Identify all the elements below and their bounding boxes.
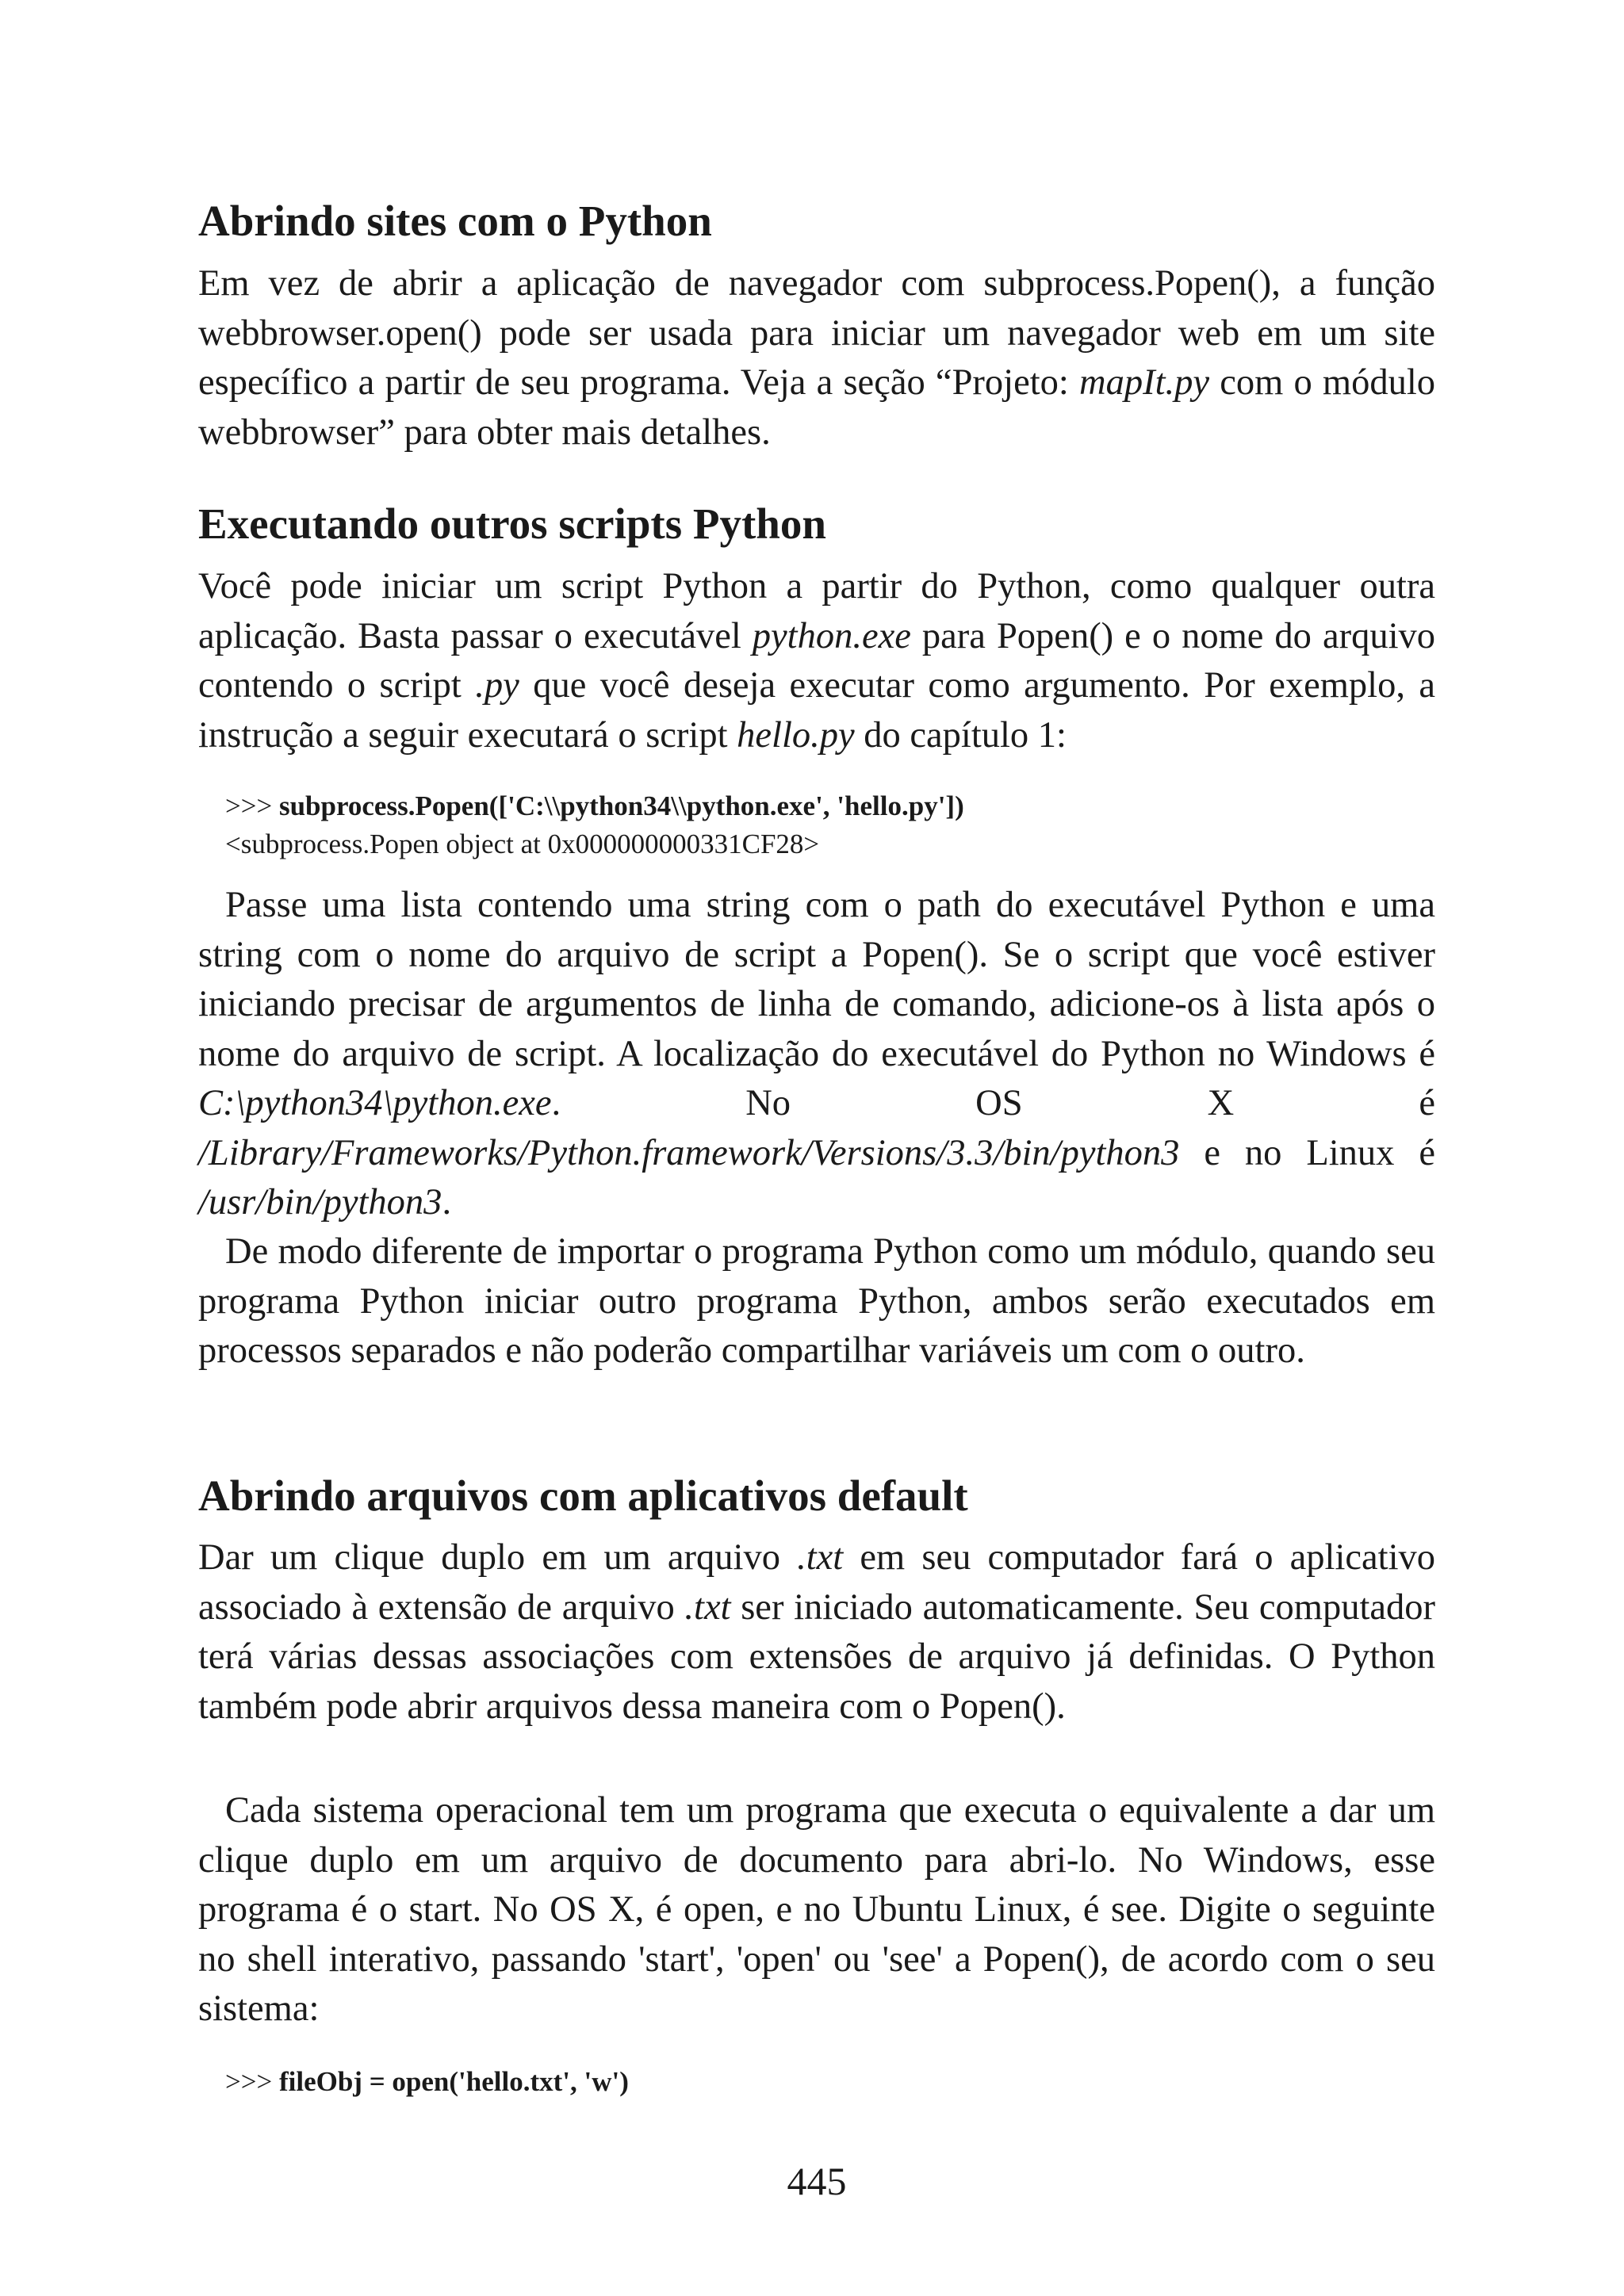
text-run: ser iniciado automaticamente. Seu computador terá várias dessas associações com extensões de arquivo já definidas. O Python também pode abrir arquivos dessa maneira com o Popen(). <box>198 1586 1435 1727</box>
text-run: . <box>442 1182 452 1223</box>
italic-filename: mapIt.py <box>1079 362 1210 403</box>
italic-extension: .txt <box>797 1537 844 1578</box>
section-heading-abrindo-arquivos: Abrindo arquivos com aplicativos default <box>198 1471 968 1520</box>
italic-filename: python.exe <box>752 615 911 656</box>
code-block-open-file <box>225 2063 629 2101</box>
text-run: que você deseja executar como argumento. Por exemplo, a instrução a seguir executará o script <box>198 665 1435 756</box>
italic-path: /usr/bin/python3 <box>198 1182 442 1223</box>
text-run: com o módulo webbrowser” para obter mais detalhes. <box>198 362 1435 453</box>
paragraph-abrindo-sites <box>198 259 1435 457</box>
text-run: Em vez de abrir a aplicação de navegador com subprocess.Popen(), a função webbrowser.open() pode ser usada para iniciar um navegador web em um site específico a partir de seu programa. Veja a seção “Projeto: <box>198 263 1435 403</box>
page-number: 445 <box>787 2159 847 2203</box>
code-prompt: >>> <box>225 790 279 821</box>
paragraph-clique-duplo <box>198 1533 1435 1732</box>
code-prompt: >>> <box>225 2066 279 2097</box>
text-run: Dar um clique duplo em um arquivo <box>198 1537 798 1578</box>
text-run: do capítulo 1: <box>854 714 1067 756</box>
italic-path: C:\python34\python.exe <box>198 1083 552 1123</box>
code-output: <subprocess.Popen object at 0x000000000331CF28> <box>225 828 820 859</box>
section-heading-executando-scripts: Executando outros scripts Python <box>198 499 826 548</box>
code-command: subprocess.Popen(['C:\\python34\\python.exe', 'hello.py']) <box>278 790 964 821</box>
text-run: e no Linux é <box>1179 1132 1435 1173</box>
paragraph-cada-sistema: Cada sistema operacional tem um programa que executa o equivalente a dar um clique duplo em um arquivo de documento para abri-lo. No Windows, esse programa é o start. No OS X, é open, e no Ubuntu Linux, é see. Digite o seguinte no shell interativo, passando 'start', 'open' ou 'see' a Popen(), de acordo com o seu sistema: <box>198 1790 1435 2029</box>
paragraph-executando-intro <box>198 562 1435 760</box>
italic-extension: .txt <box>684 1586 731 1628</box>
code-command: fileObj = open('hello.txt', 'w') <box>278 2066 629 2097</box>
italic-path: /Library/Frameworks/Python.framework/Versions/3.3/bin/python3 <box>198 1132 1180 1173</box>
text-run: em seu computador fará o aplicativo associado à extensão de arquivo <box>198 1537 1435 1628</box>
italic-filename: .py <box>475 665 519 706</box>
text-run: Você pode iniciar um script Python a partir do Python, como qualquer outra aplicação. Basta passar o executável <box>198 566 1435 656</box>
text-run: Passe uma lista contendo uma string com o path do executável Python e uma string com o nome do arquivo de script a Popen(). Se o script que você estiver iniciando precisar de argumentos de linha de comando, adicione-os à lista após o nome do arquivo de script. A localização do executável do Python no Windows é <box>198 885 1435 1074</box>
italic-filename: hello.py <box>737 714 855 756</box>
code-block-popen <box>225 787 964 863</box>
paragraph-passe-lista <box>198 881 1435 1228</box>
section-heading-abrindo-sites: Abrindo sites com o Python <box>198 197 712 245</box>
text-run: para Popen() e o nome do arquivo contendo o script <box>198 615 1435 706</box>
paragraph-de-modo-diferente: De modo diferente de importar o programa Python como um módulo, quando seu programa Python iniciar outro programa Python, ambos serão executados em processos separados e não poderão compartilhar variáveis um com o outro. <box>198 1231 1435 1371</box>
text-run: . No OS X é <box>551 1083 1435 1123</box>
